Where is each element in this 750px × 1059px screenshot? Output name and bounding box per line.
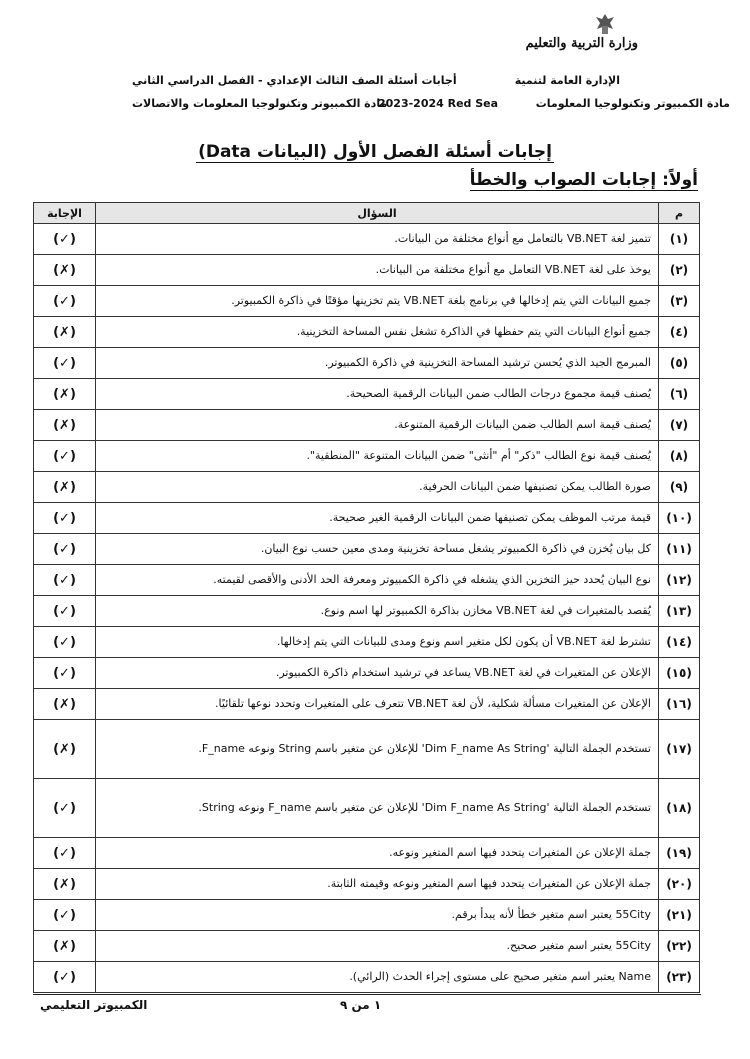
question-text: جملة الإعلان عن المتغيرات يتحدد فيها اسم المتغير ونوعه. [96,838,659,869]
answer-mark: (✓) [34,534,96,565]
table-row [34,348,700,379]
table-row [34,869,700,900]
question-number: (٣) [659,286,700,317]
question-text: تستخدم الجملة التالية 'Dim F_name As String' للإعلان عن متغير باسم String ونوعه F_name. [96,720,659,779]
question-text: يُصنف قيمة نوع الطالب "ذكر" أم "أنثى" ضمن البيانات المتنوعة "المنطقية". [96,441,659,472]
question-text: جميع البيانات التي يتم إدخالها في برنامج بلغة VB.NET يتم تخزينها مؤقتًا في ذاكرة الكمبيوتر. [96,286,659,317]
header-num: م [659,203,700,224]
header-answer: الإجابة [34,203,96,224]
page-number: ١ من ٩ [340,998,382,1012]
table-row [34,900,700,931]
question-number: (١٨) [659,779,700,838]
question-text: تستخدم الجملة التالية 'Dim F_name As String' للإعلان عن متغير باسم F_name ونوعه String. [96,779,659,838]
question-number: (٢٣) [659,962,700,993]
question-number: (٢٠) [659,869,700,900]
question-text: نوع البيان يُحدد حيز التخزين الذي يشغله في ذاكرة الكمبيوتر ومعرفة الحد الأدنى والأقصى لقيمته. [96,565,659,596]
question-text: صورة الطالب يمكن تصنيفها ضمن البيانات الحرفية. [96,472,659,503]
answer-mark: (✓) [34,900,96,931]
question-text: كل بيان يُخزن في ذاكرة الكمبيوتر يشغل مساحة تخزينية ومدى معين حسب نوع البيان. [96,534,659,565]
table-row [34,441,700,472]
table-row [34,779,700,838]
question-text: Name يعتبر اسم متغير صحيح على مستوى إجراء الحدث (الرائي). [96,962,659,993]
question-text: تتميز لغة VB.NET بالتعامل مع أنواع مختلفة من البيانات. [96,224,659,255]
table-row [34,317,700,348]
answer-mark: (✗) [34,869,96,900]
department-name: الإدارة العامة لتنمية [514,74,620,87]
table-row [34,658,700,689]
questions-table [33,202,700,993]
table-row [34,534,700,565]
table-row [34,503,700,534]
question-text: يُصنف قيمة اسم الطالب ضمن البيانات الرقمية المتنوعة. [96,410,659,441]
question-number: (٨) [659,441,700,472]
question-number: (١٢) [659,565,700,596]
question-text: جملة الإعلان عن المتغيرات يتحدد فيها اسم المتغير ونوعه وقيمته الثابتة. [96,869,659,900]
table-row [34,596,700,627]
eagle-emblem-icon [592,12,618,36]
answer-mark: (✓) [34,503,96,534]
question-text: الإعلان عن المتغيرات في لغة VB.NET يساعد في ترشيد استخدام ذاكرة الكمبيوتر. [96,658,659,689]
question-number: (٢) [659,255,700,286]
question-number: (٢١) [659,900,700,931]
footer-divider [33,994,701,995]
table-body [34,224,700,993]
question-number: (٥) [659,348,700,379]
table-row [34,627,700,658]
table-row [34,472,700,503]
answer-mark: (✓) [34,838,96,869]
question-number: (١٩) [659,838,700,869]
answer-mark: (✓) [34,779,96,838]
table-row [34,720,700,779]
question-number: (٩) [659,472,700,503]
answer-mark: (✓) [34,596,96,627]
answer-mark: (✓) [34,348,96,379]
table-row [34,286,700,317]
question-number: (١٠) [659,503,700,534]
table-row [34,962,700,993]
table-header-row [34,203,700,224]
answer-mark: (✓) [34,627,96,658]
subject-right: مادة الكمبيوتر وتكنولوجيا المعلومات [535,97,730,110]
question-number: (١) [659,224,700,255]
answer-mark: (✓) [34,224,96,255]
table-row [34,379,700,410]
page-header [0,0,750,120]
answer-mark: (✓) [34,658,96,689]
question-number: (١١) [659,534,700,565]
answer-mark: (✓) [34,286,96,317]
table-row [34,224,700,255]
question-number: (٢٢) [659,931,700,962]
question-text: قيمة مرتب الموظف يمكن تصنيفها ضمن البيانات الرقمية الغير صحيحة. [96,503,659,534]
footer-label: الكمبيوتر التعليمي [40,998,148,1012]
chapter-title: إجابات أسئلة الفصل الأول (البيانات Data) [198,142,552,162]
question-text: 55City يعتبر اسم متغير صحيح. [96,931,659,962]
answer-mark: (✗) [34,379,96,410]
table-row [34,255,700,286]
answer-mark: (✗) [34,720,96,779]
school-year: 2023-2024 Red Sea [378,97,499,110]
table-row [34,565,700,596]
table-row [34,838,700,869]
header-question: السؤال [96,203,659,224]
question-number: (٦) [659,379,700,410]
question-text: يُقصد بالمتغيرات في لغة VB.NET مخازن بذاكرة الكمبيوتر لها اسم ونوع. [96,596,659,627]
question-number: (١٤) [659,627,700,658]
question-text: تشترط لغة VB.NET أن يكون لكل متغير اسم ونوع ومدى للبيانات التي يتم إدخالها. [96,627,659,658]
question-text: يُصنف قيمة مجموع درجات الطالب ضمن البيانات الرقمية الصحيحة. [96,379,659,410]
answer-mark: (✗) [34,689,96,720]
answer-mark: (✓) [34,565,96,596]
table-row [34,689,700,720]
answers-title: أجابات أسئلة الصف الثالث الإعدادي - الفصل الدراسي الثاني [132,74,457,87]
ministry-logo-text: وزارة التربية والتعليم [525,36,638,51]
section-title: أولاً: إجابات الصواب والخطأ [469,170,698,190]
answer-mark: (✓) [34,441,96,472]
question-number: (١٦) [659,689,700,720]
question-text: الإعلان عن المتغيرات مسألة شكلية، لأن لغة VB.NET تتعرف على المتغيرات وتحدد نوعها تلقائيًا. [96,689,659,720]
question-number: (١٧) [659,720,700,779]
question-number: (١٣) [659,596,700,627]
answer-mark: (✗) [34,410,96,441]
answer-mark: (✗) [34,255,96,286]
question-number: (١٥) [659,658,700,689]
question-number: (٤) [659,317,700,348]
answer-mark: (✓) [34,962,96,993]
question-text: المبرمج الجيد الذي يُحسن ترشيد المساحة التخزينية في ذاكرة الكمبيوتر. [96,348,659,379]
answer-mark: (✗) [34,472,96,503]
table-row [34,931,700,962]
question-text: 55City يعتبر اسم متغير خطأ لأنه يبدأ برقم. [96,900,659,931]
question-text: جميع أنواع البيانات التي يتم حفظها في الذاكرة تشغل نفس المساحة التخزينية. [96,317,659,348]
question-text: يوخذ على لغة VB.NET التعامل مع أنواع مختلفة من البيانات. [96,255,659,286]
answer-mark: (✗) [34,931,96,962]
answer-mark: (✗) [34,317,96,348]
table-row [34,410,700,441]
subject-left: مادة الكمبيوتر وتكنولوجيا المعلومات والاتصالات [132,97,388,110]
question-number: (٧) [659,410,700,441]
